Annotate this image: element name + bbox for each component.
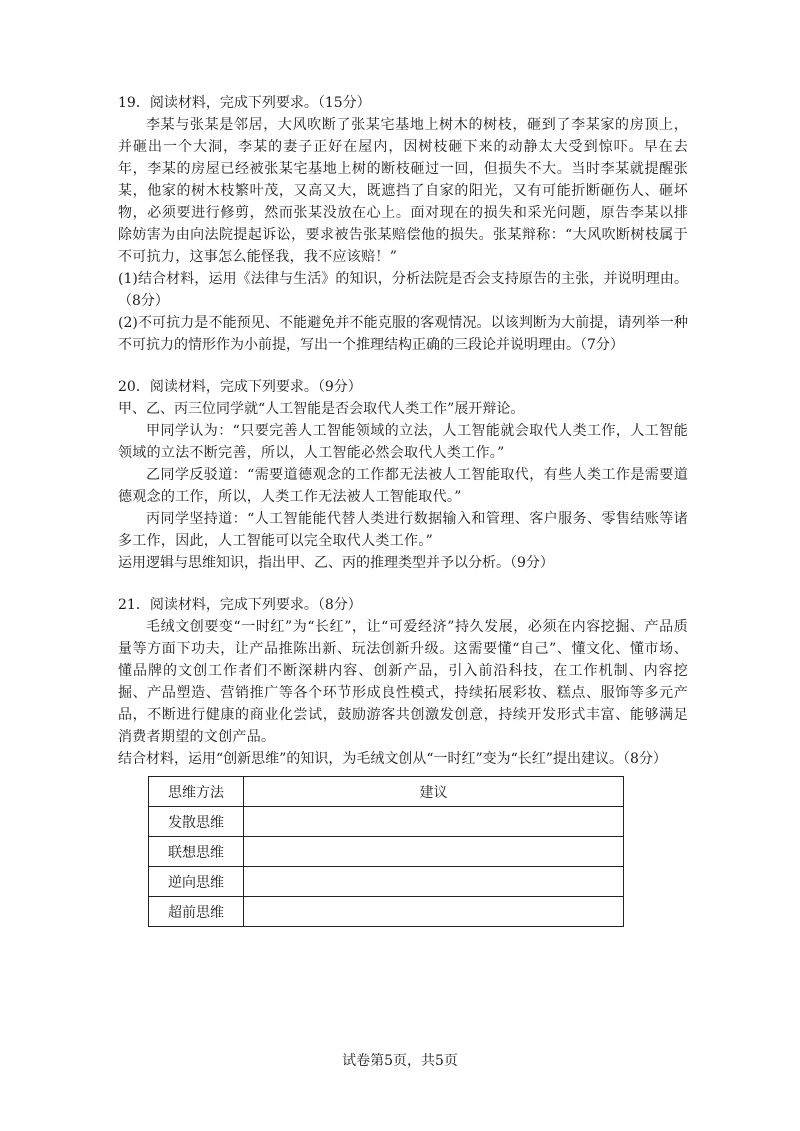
question-19-material: 李某与张某是邻居，大风吹断了张某宅基地上树木的树枝，砸到了李某家的房顶上，并砸出一个大洞，李某的妻子正好在屋内，因树枝砸下来的动静太大受到惊吓。早在去年，李某的房屋已经被张某宅基地上树的断枝砸过一回，但损失不大。当时李某就提醒张某，他家的树木枝繁叶茂，又高又大，既遮挡了自家的阳光，又有可能折断砸伤人、砸坏物，必须要进行修剪，然而张某没放在心上。面对现在的损失和采光问题，原告李某以排除妨害为由向法院提起诉讼，要求被告张某赔偿他的损失。张某辩称：“大风吹断树枝属于不可抗力，这事怎么能怪我，我不应该赔！” [118, 117, 688, 265]
table-row [149, 897, 624, 927]
question-20-yi: 乙同学反驳道：“需要道德观念的工作都无法被人工智能取代，有些人类工作是需要道德观念的工作，所以，人类工作无法被人工智能取代。” [118, 467, 688, 505]
question-19-sub2: (2)不可抗力是不能预见、不能避免并不能克服的客观情况。以该判断为大前提，请列举一种不可抗力的情形作为小前提，写出一个推理结构正确的三段论并说明理由。（7分） [118, 315, 688, 353]
question-19 [118, 92, 688, 356]
table-row [149, 807, 624, 837]
question-20 [118, 376, 688, 574]
question-21 [118, 594, 688, 927]
question-21-material: 毛绒文创要变“一时红”为“长红”，让“可爱经济”持久发展，必须在内容挖掘、产品质量等方面下功夫，让产品推陈出新、玩法创新升级。这需要懂“自己”、懂文化、懂市场、懂品牌的文创工作者们不断深耕内容、创新产品，引入前沿科技，在工作机制、内容挖掘、产品塑造、营销推广等各个环节形成良性模式，持续拓展彩妆、糕点、服饰等多元产品，不断进行健康的商业化尝试，鼓励游客共创激发创意，持续开发形式丰富、能够满足消费者期望的文创产品。 [118, 619, 688, 745]
answer-cell[interactable] [244, 897, 624, 927]
header-method: 思维方法 [149, 777, 244, 807]
question-20-task: 运用逻辑与思维知识，指出甲、乙、丙的推理类型并予以分析。（9分） [118, 555, 554, 571]
row-label: 发散思维 [149, 807, 244, 837]
page-footer: 试卷第5页，共5页 [342, 1053, 458, 1069]
row-label: 超前思维 [149, 897, 244, 927]
row-label: 逆向思维 [149, 867, 244, 897]
row-label: 联想思维 [149, 837, 244, 867]
answer-cell[interactable] [244, 807, 624, 837]
question-20-jia: 甲同学认为：“只要完善人工智能领域的立法，人工智能就会取代人类工作，人工智能领域的立法不断完善，所以，人工智能必然会取代人类工作。” [118, 423, 688, 461]
table-row [149, 837, 624, 867]
question-19-title: 19．阅读材料，完成下列要求。（15分） [118, 95, 371, 111]
answer-cell[interactable] [244, 837, 624, 867]
header-suggestion: 建议 [244, 777, 624, 807]
answer-table-header [149, 777, 624, 807]
table-row [149, 867, 624, 897]
question-20-title: 20．阅读材料，完成下列要求。（9分） [118, 379, 362, 395]
question-20-bing: 丙同学坚持道：“人工智能能代替人类进行数据输入和管理、客户服务、零售结账等诸多工作，因此，人工智能可以完全取代人类工作。” [118, 511, 688, 549]
question-20-intro: 甲、乙、丙三位同学就“人工智能是否会取代人类工作”展开辩论。 [118, 401, 525, 417]
question-21-title: 21．阅读材料，完成下列要求。（8分） [118, 597, 362, 613]
page-content [118, 92, 688, 927]
answer-table [148, 776, 624, 927]
question-21-task: 结合材料，运用“创新思维”的知识，为毛绒文创从“一时红”变为“长红”提出建议。（8分） [118, 751, 667, 767]
question-19-sub1: (1)结合材料，运用《法律与生活》的知识，分析法院是否会支持原告的主张，并说明理由。（8分） [118, 271, 688, 309]
answer-cell[interactable] [244, 867, 624, 897]
